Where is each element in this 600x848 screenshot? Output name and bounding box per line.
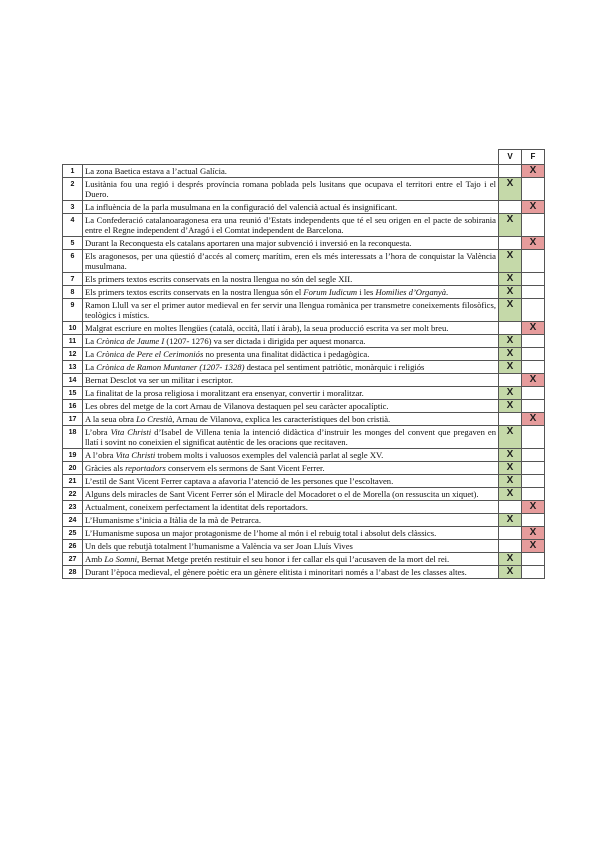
row-number: 16 [63, 400, 83, 413]
statement-part: La finalitat de la prosa religiosa i moralitzant era ensenyar, convertir i moralitzar. [85, 388, 364, 398]
table-row [63, 449, 545, 462]
table-row [63, 214, 545, 237]
statement-text [83, 566, 499, 579]
statement-text [83, 462, 499, 475]
x-mark: X [506, 488, 514, 499]
x-mark: X [506, 400, 514, 411]
false-cell [522, 361, 545, 374]
table-row [63, 299, 545, 322]
true-cell [499, 165, 522, 178]
table-row [63, 178, 545, 201]
true-cell [499, 540, 522, 553]
statement-part: Les obres del metge de la cort Arnau de Vilanova destaquen pel seu caràcter apocalíptic. [85, 401, 389, 411]
table-row [63, 286, 545, 299]
false-cell [522, 348, 545, 361]
true-cell [499, 413, 522, 426]
statement-part: Els primers textos escrits conservats en la nostra llengua no són del segle XII. [85, 274, 353, 284]
statement-part: L’Humanisme s’inicia a Itàlia de la mà de Petrarca. [85, 515, 262, 525]
statement-text [83, 540, 499, 553]
statement-text [83, 273, 499, 286]
x-mark: X [506, 299, 514, 310]
statement-italic-part: Crònica de Jaume I [96, 336, 165, 346]
true-cell [499, 475, 522, 488]
true-cell [499, 335, 522, 348]
x-mark: X [506, 214, 514, 225]
false-cell [522, 413, 545, 426]
x-mark: X [529, 237, 537, 248]
false-cell [522, 214, 545, 237]
row-number: 23 [63, 501, 83, 514]
x-mark: X [529, 501, 537, 512]
table-row [63, 237, 545, 250]
false-cell [522, 501, 545, 514]
true-cell [499, 299, 522, 322]
true-cell [499, 553, 522, 566]
x-mark: X [529, 527, 537, 538]
row-number: 7 [63, 273, 83, 286]
x-mark: X [506, 462, 514, 473]
table-row [63, 540, 545, 553]
table-row [63, 201, 545, 214]
false-cell [522, 462, 545, 475]
false-cell [522, 299, 545, 322]
true-cell [499, 527, 522, 540]
row-number: 20 [63, 462, 83, 475]
statement-part: L’estil de Sant Vicent Ferrer captava a afavoria l’atenció de les persones que l’escoltaven. [85, 476, 394, 486]
statement-part: La [85, 349, 97, 359]
true-cell [499, 201, 522, 214]
row-number: 6 [63, 250, 83, 273]
statement-text [83, 501, 499, 514]
false-cell [522, 566, 545, 579]
false-cell [522, 286, 545, 299]
row-number: 13 [63, 361, 83, 374]
table-row [63, 165, 545, 178]
false-cell [522, 540, 545, 553]
row-number: 1 [63, 165, 83, 178]
table-row [63, 426, 545, 449]
table-row [63, 335, 545, 348]
statement-part: L’obra [85, 427, 111, 437]
true-cell [499, 361, 522, 374]
statement-italic-part: Vita Christi [115, 450, 156, 460]
true-cell [499, 214, 522, 237]
x-mark: X [529, 322, 537, 333]
statement-text [83, 335, 499, 348]
row-number: 8 [63, 286, 83, 299]
table-row [63, 488, 545, 501]
row-number: 28 [63, 566, 83, 579]
row-number: 5 [63, 237, 83, 250]
true-cell [499, 250, 522, 273]
table-row [63, 514, 545, 527]
row-number: 25 [63, 527, 83, 540]
row-number: 10 [63, 322, 83, 335]
false-cell [522, 475, 545, 488]
false-cell [522, 527, 545, 540]
statement-part: Durant la Reconquesta els catalans aportaren una major subvenció i inversió en la reconquesta. [85, 238, 412, 248]
x-mark: X [506, 250, 514, 261]
statement-part: A l’obra [85, 450, 116, 460]
row-number: 14 [63, 374, 83, 387]
false-cell [522, 426, 545, 449]
row-number: 17 [63, 413, 83, 426]
statement-part: Lusitània fou una regió i després província romana poblada pels lusitans que ocupava el territori entre el Tajo i el Duero. [85, 179, 496, 199]
x-mark: X [506, 514, 514, 525]
statement-part: trobem molts i valuosos exemples del valencià parlat al segle XV. [155, 450, 384, 460]
statement-part: d’Isabel de Villena tenia la intenció didàctica d’instruir les monges del convent que pregaven en llatí i sovint no coneixien el significat autèntic de les oracions que recitaven. [85, 427, 496, 447]
false-cell [522, 449, 545, 462]
true-cell [499, 501, 522, 514]
x-mark: X [506, 286, 514, 297]
statement-part: Amb [85, 554, 105, 564]
true-cell [499, 387, 522, 400]
true-cell [499, 178, 522, 201]
table-row [63, 566, 545, 579]
statement-part: . [446, 287, 449, 297]
table-row [63, 501, 545, 514]
table-row [63, 387, 545, 400]
row-number: 9 [63, 299, 83, 322]
statement-text [83, 237, 499, 250]
false-cell [522, 322, 545, 335]
statement-part: La influència de la parla musulmana en la configuració del valencià actual és insignificant. [85, 202, 398, 212]
table-row [63, 413, 545, 426]
true-false-table [62, 149, 545, 579]
statement-text [83, 165, 499, 178]
x-mark: X [506, 566, 514, 577]
statement-text [83, 527, 499, 540]
true-cell [499, 566, 522, 579]
statement-italic-part: Lo Crestià [136, 414, 173, 424]
statement-text [83, 475, 499, 488]
statement-italic-part: Homilies d’Organyà [375, 287, 447, 297]
statement-part: Alguns dels miracles de Sant Vicent Ferrer són el Miracle del Mocadoret o el de Morella (on ressuscita un xiquet). [85, 489, 479, 499]
true-cell [499, 374, 522, 387]
header-row [63, 150, 545, 165]
statement-text [83, 348, 499, 361]
x-mark: X [529, 374, 537, 385]
false-cell [522, 273, 545, 286]
true-cell [499, 514, 522, 527]
false-cell [522, 237, 545, 250]
statement-text [83, 387, 499, 400]
x-mark: X [506, 348, 514, 359]
statement-italic-part: Forum Iudicum [303, 287, 358, 297]
statement-italic-part: Crònica de Pere el Cerimoniós [96, 349, 204, 359]
statement-text [83, 426, 499, 449]
false-cell [522, 553, 545, 566]
row-number: 15 [63, 387, 83, 400]
statement-part: Malgrat escriure en moltes llengües (català, occità, llatí i àrab), la seua producció escrita va ser molt breu. [85, 323, 449, 333]
x-mark: X [529, 413, 537, 424]
row-number: 22 [63, 488, 83, 501]
row-number: 27 [63, 553, 83, 566]
statement-text [83, 449, 499, 462]
statement-part: La zona Baetica estava a l’actual Galícia. [85, 166, 227, 176]
row-number: 2 [63, 178, 83, 201]
x-mark: X [529, 165, 537, 176]
statement-part: Els aragonesos, per una qüestió d’accés al comerç marítim, eren els més interessats a l’hora de conquistar la València musulmana. [85, 251, 496, 271]
table-row [63, 374, 545, 387]
x-mark: X [506, 178, 514, 189]
statement-text [83, 361, 499, 374]
statement-part: destaca pel sentiment patriòtic, monàrquic i religiós [244, 362, 425, 372]
statement-text [83, 286, 499, 299]
statement-text [83, 178, 499, 201]
x-mark: X [506, 361, 514, 372]
statement-text [83, 322, 499, 335]
row-number: 12 [63, 348, 83, 361]
true-cell [499, 426, 522, 449]
header-v: V [499, 150, 522, 165]
false-cell [522, 374, 545, 387]
table-row [63, 273, 545, 286]
row-number: 21 [63, 475, 83, 488]
statement-part: Gràcies als [85, 463, 126, 473]
false-cell [522, 201, 545, 214]
x-mark: X [506, 426, 514, 437]
row-number: 18 [63, 426, 83, 449]
true-cell [499, 400, 522, 413]
statement-part: conservem els sermons de Sant Vicent Ferrer. [165, 463, 325, 473]
x-mark: X [529, 540, 537, 551]
row-number: 26 [63, 540, 83, 553]
statement-text [83, 250, 499, 273]
row-number: 3 [63, 201, 83, 214]
row-number: 4 [63, 214, 83, 237]
statement-part: Els primers textos escrits conservats en la nostra llengua són el [85, 287, 304, 297]
statement-part: Ramon Llull va ser el primer autor medieval en fer servir una llengua romànica per transmetre coneixements filosòfics, teològics i místics. [85, 300, 496, 320]
false-cell [522, 165, 545, 178]
table-row [63, 475, 545, 488]
table-row [63, 553, 545, 566]
true-cell [499, 273, 522, 286]
row-number: 24 [63, 514, 83, 527]
statement-text [83, 299, 499, 322]
table-row [63, 250, 545, 273]
header-f: F [522, 150, 545, 165]
statement-part: , Arnau de Vilanova, explica les característiques del bon cristià. [172, 414, 391, 424]
table-row [63, 400, 545, 413]
true-cell [499, 348, 522, 361]
statement-part: (1207- 1276) va ser dictada i dirigida per aquest monarca. [164, 336, 366, 346]
true-cell [499, 237, 522, 250]
statement-text [83, 553, 499, 566]
statement-part: i les [357, 287, 376, 297]
table-row [63, 322, 545, 335]
table-row [63, 348, 545, 361]
x-mark: X [506, 387, 514, 398]
true-cell [499, 462, 522, 475]
statement-part: L’Humanisme suposa un major protagonisme de l’home al món i el rebuig total i absolut dels clàssics. [85, 528, 437, 538]
false-cell [522, 488, 545, 501]
table-row [63, 527, 545, 540]
true-cell [499, 286, 522, 299]
statement-part: A la seua obra [85, 414, 137, 424]
table-row [63, 361, 545, 374]
row-number: 11 [63, 335, 83, 348]
statement-part: Actualment, coneixem perfectament la identitat dels reportadors. [85, 502, 308, 512]
false-cell [522, 335, 545, 348]
statement-text [83, 488, 499, 501]
statement-text [83, 201, 499, 214]
true-cell [499, 322, 522, 335]
statement-italic-part: Lo Somni, [104, 554, 140, 564]
statement-text [83, 400, 499, 413]
statement-part: La [85, 336, 97, 346]
x-mark: X [529, 201, 537, 212]
statement-part: no presenta una finalitat didàctica i pedagògica. [203, 349, 370, 359]
header-blank [63, 150, 499, 165]
statement-part: Durant l’època medieval, el gènere poètic era un gènere elitista i minoritari només a l’abast de les classes altes. [85, 567, 467, 577]
statement-part: Bernat Desclot va ser un militar i escriptor. [85, 375, 233, 385]
false-cell [522, 514, 545, 527]
x-mark: X [506, 553, 514, 564]
x-mark: X [506, 449, 514, 460]
statement-text [83, 413, 499, 426]
statement-text [83, 214, 499, 237]
false-cell [522, 387, 545, 400]
statement-part: La Confederació catalanoaragonesa era una reunió d’Estats independents que té el seu origen en el pacte de sobirania entre el Regne independent d’Aragó i el Comtat independent de Barcelona. [85, 215, 496, 235]
true-cell [499, 488, 522, 501]
row-number: 19 [63, 449, 83, 462]
statement-italic-part: Crònica de Ramon Muntaner (1207- 1328) [96, 362, 245, 372]
statement-text [83, 514, 499, 527]
table-row [63, 462, 545, 475]
false-cell [522, 400, 545, 413]
statement-italic-part: Vita Christi [110, 427, 152, 437]
x-mark: X [506, 475, 514, 486]
true-cell [499, 449, 522, 462]
false-cell [522, 250, 545, 273]
statement-part: Un dels que rebutjà totalment l’humanisme a València va ser Joan Lluís Vives [85, 541, 353, 551]
statement-part: Bernat Metge pretén restituir el seu honor i fer callar els qui l’acusaven de la mort del rei. [139, 554, 450, 564]
x-mark: X [506, 335, 514, 346]
statement-text [83, 374, 499, 387]
false-cell [522, 178, 545, 201]
statement-italic-part: reportadors [125, 463, 166, 473]
statement-part: La [85, 362, 97, 372]
x-mark: X [506, 273, 514, 284]
